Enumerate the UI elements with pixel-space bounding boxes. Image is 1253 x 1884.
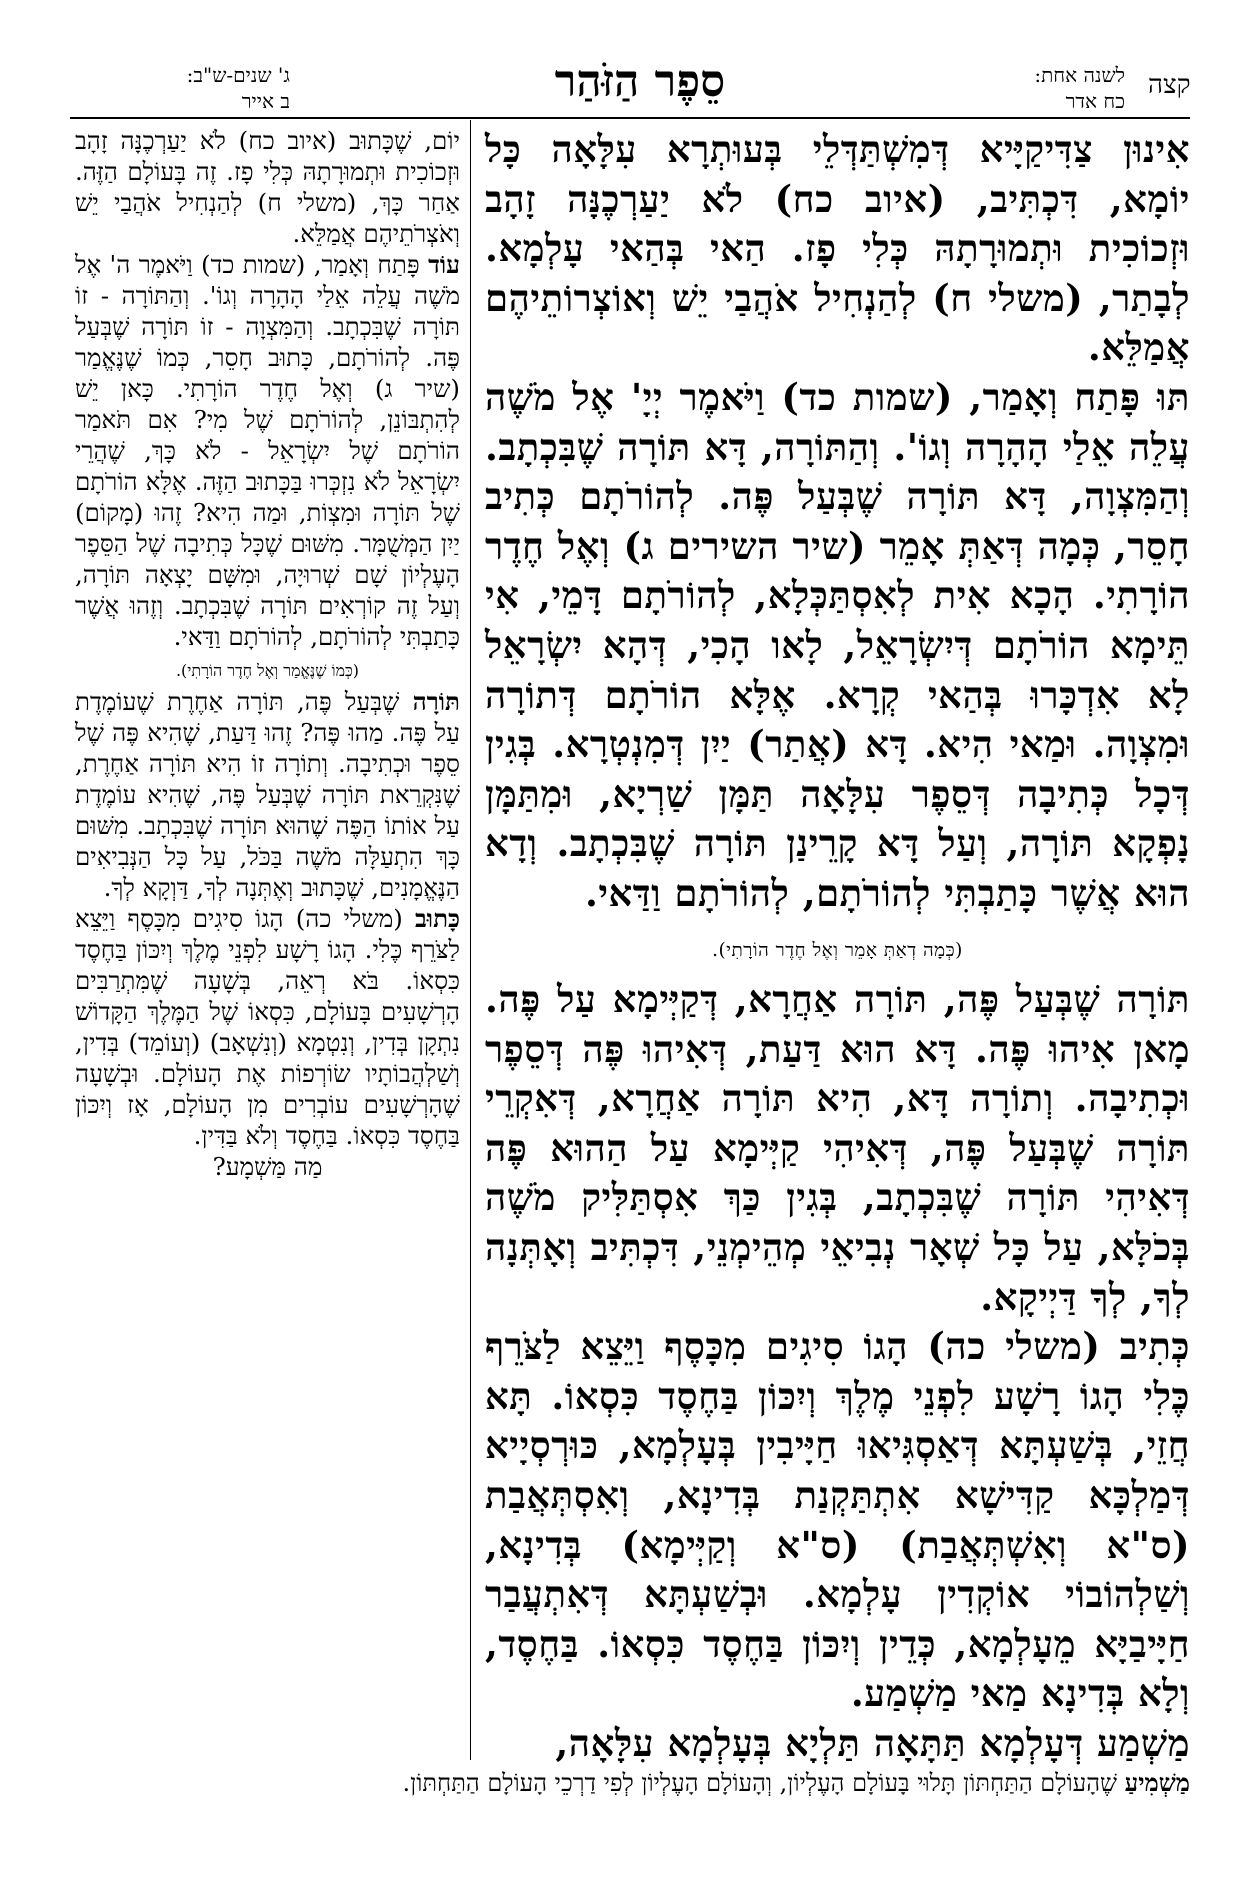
- book-title: סֵפֶר הַזֹּהַר: [554, 56, 726, 107]
- reading-schedule-one-year: [945, 62, 1125, 114]
- paragraph-text: שֶׁבְּעַל פֶּה, תּוֹרָה אַחֶרֶת שֶׁעוֹמֶדֶת עַל פֶּה. מַהוּ פֶּה? זֶהוּ דַּעַת, שֶׁהִיא פֶּה שֶׁל סֵפֶר וּכְתִיבָה. וְתוֹרָה זוֹ הִיא תּוֹרָה אַחֶרֶת, שֶׁנִּקְרֵאת תּוֹרָה שֶׁבְּעַל פֶּה, שֶׁהִיא עוֹמֶדֶת עַל אוֹתוֹ הַפֶּה שֶׁהוּא תּוֹרָה שֶׁבִּכְתָב. מִשּׁוּם כָּךְ הִתְעַלָּה מֹשֶׁה בַּכֹּל, עַל כָּל הַנְּבִיאִים הַנֶּאֱמָנִים, שֶׁכָּתוּב וְאֶתְּנָה לְךָ, דַּוְקָא לְךָ.: [75, 687, 460, 902]
- schedule-date: ב אייר: [241, 89, 290, 113]
- paragraph-lead-word: עוֹד: [428, 250, 460, 279]
- parenthetical-note: [485, 919, 1190, 976]
- paragraph-lead-word: כָּתוּב: [415, 904, 460, 933]
- paragraph-text: פָּתַח וְאָמַר, (שמות כד) וַיֹּאמֶר ה' אֶל מֹשֶׁה עֲלֵה אֵלַי הָהָרָה וְגוֹ'. וְהַתּוֹרָה - זוֹ תּוֹרָה שֶׁבִּכְתָב. וְהַמִּצְוָה - זוֹ תּוֹרָה שֶׁבְּעַל פֶּה. לְהוֹרֹתָם, כָּתוּב חָסֵר, כְּמוֹ שֶׁנֶּאֱמַר (שיר ג) וְאֶל חֶדֶר הוֹרָתִי. כָּאן יֵשׁ לְהִתְבּוֹנֵן, לְהוֹרֹתָם שֶׁל מִי? אִם תֹּאמַר הוֹרֹתָם שֶׁל יִשְׂרָאֵל - לֹא כָּךְ, שֶׁהֲרֵי יִשְׂרָאֵל לֹא נִזְכְּרוּ בַּכָּתוּב הַזֶּה. אֶלָּא הוֹרֹתָם שֶׁל תּוֹרָה וּמִצְוֹת, וּמַה הִיא? זֶהוּ (מָקוֹם) יַיִן הַמְּשֻׁמָּר. מִשּׁוּם שֶׁכָּל כְּתִיבָה שֶׁל הַסֵּפֶר הָעֶלְיוֹן שָׁם שְׁרוּיָה, וּמִשָּׁם יָצְאָה תּוֹרָה, וְעַל זֶה קוֹרְאִים תּוֹרָה שֶׁבִּכְתָב. וְזֶהוּ אֲשֶׁר כָּתַבְתִּי לְהוֹרֹתָם, לְהוֹרֹתָם וַדַּאי.: [75, 250, 460, 651]
- paragraph: מַה מַּשְׁמָע?: [212, 1152, 323, 1181]
- schedule-label: ג' שנים-ש"ב:: [186, 63, 290, 87]
- footer-lead-word: מַשְׁמִיעַ: [1124, 1768, 1190, 1797]
- footer-text: שֶׁהָעוֹלָם הַתַּחְתּוֹן תָּלוּי בָּעוֹלָם הָעֶלְיוֹן, וְהָעוֹלָם הָעֶלְיוֹן לְפִי דַרְכֵי הָעוֹלָם הַתַּחְתּוֹן.: [402, 1769, 1118, 1797]
- paragraph: [75, 686, 460, 903]
- paragraph: תּוֹרָה שֶׁבְּעַל פֶּה, תּוֹרָה אַחֲרָא, דְּקַיְּימָא עַל פֶּה. מָאן אִיהוּ פֶּה. דָּא הוּא דַּעַת, דְּאִיהוּ פֶּה דְּסֵפֶר וּכְתִיבָה. וְתוֹרָה דָּא, הִיא תּוֹרָה אַחֲרָא, דְּאִקְרֵי תּוֹרָה שֶׁבְּעַל פֶּה, דְּאִיהִי קַיְּימָא עַל הַהוּא פֶּה דְּאִיהִי תּוֹרָה שֶׁבִּכְתָב, בְּגִין כַּךְ אִסְתַּלִּיק מֹשֶׁה בְּכֹלָּא, עַל כָּל שְׁאָר נְבִיאֵי מְהֵימְנֵי, דִּכְתִּיב וְאָתְּנָה לְךָ, לְךָ דַּיְיקָא.: [485, 977, 1190, 1319]
- footer-translation-line: [70, 1768, 1190, 1798]
- paragraph: אִינוּן צַדִּיקַיָּיא דְּמִשְׁתַּדְּלֵי בְּעוּתְרָא עִלָּאָה כָּל יוֹמָא, דִּכְתִּיב, (איוב כח) לֹא יַעַרְכֶנָּה זָהָב וּזְכוֹכִית וּתְמוּרָתָהּ כְּלִי פָז. הַאי בְּהַאי עָלְמָא. לְבָתַר, (משלי ח) לְהַנְחִיל אֹהֲבַי יֵשׁ וְאוֹצְרוֹתֵיהֶם אֲמַלֵּא.: [485, 127, 1190, 370]
- paragraph: מַשְׁמַע דְּעָלְמָא תַּתָּאָה תַּלְיָא בְּעָלְמָא עִלָּאָה,: [555, 1721, 1190, 1765]
- paragraph-text: (משלי כה) הָגוֹ סִיגִים מִכָּסֶף וַיֵּצֵא לַצֹּרֵף כֶּלִי הָגוֹ רָשָׁע לִפְנֵי מֶלֶךְ וְיִכּוֹן בַּחֶסֶד כִּסְאוֹ. תָּא חֲזֵי, בְּשַׁעְתָּא דְּאַסְגִּיאוּ חַיָּיבִין בְּעָלְמָא, כּוּרְסְיָיא דְּמַלְכָּא קַדִּישָׁא אִתְתַּקְנַת בְּדִינָא, וְאִסְתְּאֲבַת (ס"א וְאִשְׁתְּאֲבַת) (ס"א וְקַיְּימָא) בְּדִינָא, וְשַׁלְהוֹבוֹי אוֹקְדִין עָלְמָא. וּבְשַׁעְתָּא דְּאִתְעֲבַר חַיָּיבַיָּא מֵעָלְמָא, כְּדֵין וְיִכּוֹן בַּחֶסֶד כִּסְאוֹ. בַּחֶסֶד, וְלָא בְּדִינָא מַאי מַשְׁמַע.: [485, 1324, 1190, 1716]
- paragraph: [485, 373, 1190, 919]
- paragraph: יוֹם, שֶׁכָּתוּב (איוב כח) לֹא יַעַרְכֶנָּה זָהָב וּזְכוֹכִית וּתְמוּרָתָהּ כְּלִי פָז. זֶה בָּעוֹלָם הַזֶּה. אַחַר כָּךְ, (משלי ח) לְהַנְחִיל אֹהֲבַי יֵשׁ וְאֹצְרֹתֵיהֶם אֲמַלֵּא.: [75, 126, 460, 248]
- paragraph-text: פָּתַח וְאָמַר, (שמות כד) וַיֹּאמֶר יְיָ' אֶל מֹשֶׁה עֲלֵה אֵלַי הָהָרָה וְגוֹ'. וְהַתּוֹרָה, דָּא תּוֹרָה שֶׁבִּכְתָב. וְהַמִּצְוָה, דָּא תּוֹרָה שֶׁבְּעַל פֶּה. לְהוֹרֹתָם כְּתִיב חָסֵר, כְּמָה דְּאַתְּ אָמֵר (שיר השירים ג) וְאֶל חֶדֶר הוֹרָתִי. הָכָא אִית לְאִסְתַּכְּלָא, לְהוֹרֹתָם דָּמֵי, אִי תֵּימָא הוֹרֹתָם דְּיִשְׂרָאֵל, לָאו הָכִי, דְּהָא יִשְׂרָאֵל לָא אִדְכָּרוּ בְּהַאי קְרָא. אֶלָּא הוֹרֹתָם דְּתוֹרָה וּמִצְוָה. וּמַאי הִיא. דָּא (אֲתַר) יַיִן דְּמִנְטְרָא. בְּגִין דְּכָל כְּתִיבָה דְּסֵפֶר עִלָּאָה תַּמָּן שַׁרְיָא, וּמִתַּמָּן נָפְקָא תּוֹרָה, וְעַל דָּא קָרֵינַן תּוֹרָה שֶׁבִּכְתָב. וְדָא הוּא אֲשֶׁר כָּתַבְתִּי לְהוֹרֹתָם, לְהוֹרֹתָם וַדַּאי.: [485, 374, 1190, 915]
- note-text: (כְּמָה דְאַתְּ אָמֵר וְאֶל חֶדֶר הוֹרָתִי).: [712, 939, 963, 961]
- paragraph: [75, 903, 460, 1151]
- paragraph-lead-word: תּוּ: [1156, 374, 1190, 419]
- paragraph-lead-word: כְּתִיב: [1119, 1324, 1190, 1369]
- paragraph-lead-word: תּוֹרָה: [412, 687, 460, 716]
- parenthetical-note: [75, 652, 460, 686]
- paragraph-text: (משלי כה) הָגוֹ סִיגִים מִכָּסֶף וַיֵּצֵא לַצֹּרֵף כֶּלִי. הָגוֹ רָשָׁע לִפְנֵי מֶלֶךְ וְיִכּוֹן בַּחֶסֶד כִּסְאוֹ. בֹּא רְאֵה, בְּשָׁעָה שֶׁמִּתְרַבִּים הָרְשָׁעִים בָּעוֹלָם, כִּסְאוֹ שֶׁל הַמֶּלֶךְ הַקָּדוֹשׁ נִתְקָן בְּדִין, וְנִטְמָא (וְנִשְׁאָב) (וְעוֹמֵד) בְּדִין, וְשַׁלְהֲבוֹתָיו שׂוֹרְפוֹת אֶת הָעוֹלָם. וּבְשָׁעָה שֶׁהָרְשָׁעִים עוֹבְרִים מִן הָעוֹלָם, אָז וְיִכּוֹן בַּחֶסֶד כִּסְאוֹ. בַּחֶסֶד וְלֹא בַּדִּין.: [75, 904, 460, 1150]
- page-number: קצה: [1148, 70, 1191, 100]
- hebrew-translation-column: [75, 125, 460, 1182]
- note-text: (כְּמוֹ שֶׁנֶּאֱמַר וְאֶל חֶדֶר הוֹרָתִי).: [175, 661, 360, 680]
- column-divider: [470, 120, 471, 1760]
- schedule-label: לשנה אחת:: [1034, 63, 1125, 87]
- header-divider: [70, 117, 1190, 119]
- aramaic-text-column: [485, 125, 1190, 1769]
- reading-schedule-three-year: [110, 62, 290, 114]
- schedule-date: כח אדר: [1065, 89, 1125, 113]
- paragraph: [75, 249, 460, 652]
- paragraph: [485, 1322, 1190, 1719]
